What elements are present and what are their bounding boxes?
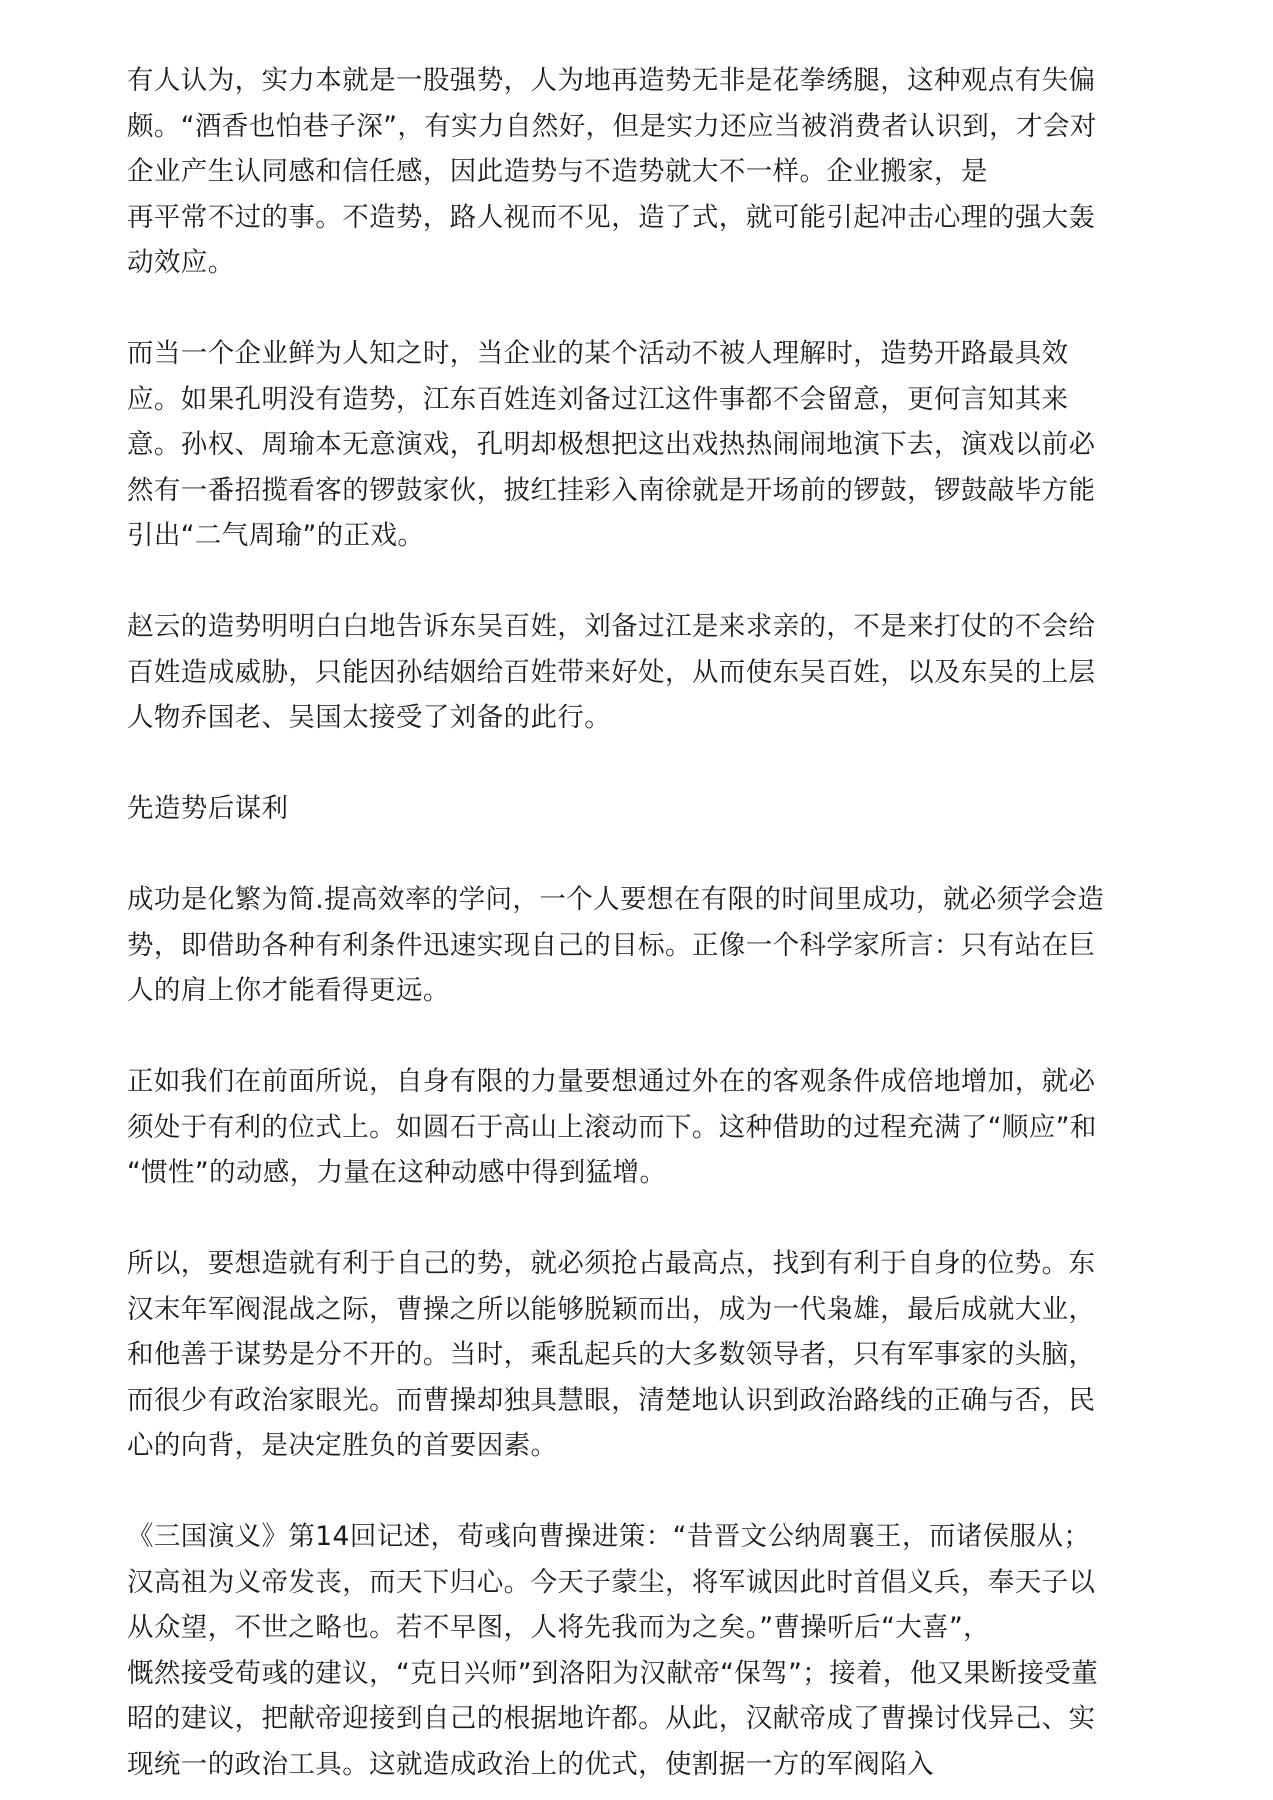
text-line: 现统一的政治工具。这就造成政治上的优式，使割据一方的军阀陷入 bbox=[127, 1748, 934, 1780]
text-line: 昭的建议，把献帝迎接到自己的根据地许都。从此，汉献帝成了曹操讨伐异己、实 bbox=[127, 1703, 1096, 1734]
paragraph bbox=[127, 1059, 1173, 1196]
paragraph bbox=[127, 1514, 1173, 1787]
text-line: 从众望，不世之略也。若不早图，人将先我而为之矣。”曹操听后“大喜”， bbox=[127, 1612, 991, 1643]
text-line: 成功是化繁为简.提高效率的学问，一个人要想在有限的时间里成功，就必须学会造 bbox=[127, 884, 1105, 915]
section-heading bbox=[127, 786, 1173, 832]
text-line: 须处于有利的位式上。如圆石于高山上滚动而下。这种借助的过程充满了“顺应”和 bbox=[127, 1111, 1097, 1143]
text-line: 颇。“酒香也怕巷子深”，有实力自然好，但是实力还应当被消费者认识到，才会对 bbox=[127, 110, 1097, 142]
text-line: 有人认为，实力本就是一股强势，人为地再造势无非是花拳绣腿，这种观点有失偏 bbox=[127, 65, 1096, 96]
text-line: 而很少有政治家眼光。而曹操却独具慧眼，清楚地认识到政治路线的正确与否，民 bbox=[127, 1384, 1096, 1416]
text-line: 所以，要想造就有利于自己的势，就必须抢占最高点，找到有利于自身的位势。东 bbox=[127, 1248, 1096, 1279]
text-line: 引出“二气周瑜”的正戏。 bbox=[127, 520, 425, 551]
text-line: 心的向背，是决定胜负的首要因素。 bbox=[127, 1430, 558, 1461]
paragraph bbox=[127, 877, 1173, 1014]
text-line: 赵云的造势明明白白地告诉东吴百姓，刘备过江是来求亲的，不是来打仗的不会给 bbox=[127, 611, 1096, 642]
text-line: 应。如果孔明没有造势，江东百姓连刘备过江这件事都不会留意，更何言知其来 bbox=[127, 383, 1069, 415]
text-line: 势，即借助各种有利条件迅速实现自己的目标。正像一个科学家所言：只有站在巨 bbox=[127, 929, 1096, 961]
paragraph bbox=[127, 58, 1173, 286]
paragraph bbox=[127, 331, 1173, 559]
text-line: 而当一个企业鲜为人知之时，当企业的某个活动不被人理解时，造势开路最具效 bbox=[127, 338, 1069, 369]
text-line: 正如我们在前面所说，自身有限的力量要想通过外在的客观条件成倍地增加，就必 bbox=[127, 1066, 1096, 1097]
text-line: 然有一番招揽看客的锣鼓家伙，披红挂彩入南徐就是开场前的锣鼓，锣鼓敲毕方能 bbox=[127, 474, 1096, 506]
text-line: 汉末年军阀混战之际，曹操之所以能够脱颖而出，成为一代枭雄，最后成就大业， bbox=[127, 1293, 1096, 1325]
paragraph bbox=[127, 604, 1173, 741]
heading-text: 先造势后谋利 bbox=[127, 793, 289, 824]
text-line: 百姓造成威胁，只能因孙结姻给百姓带来好处，从而使东吴百姓，以及东吴的上层 bbox=[127, 656, 1096, 688]
text-line: 《三国演义》第14回记述，荀彧向曹操进策：“昔晋文公纳周襄王，而诸侯服从； bbox=[127, 1521, 1091, 1552]
paragraph bbox=[127, 1241, 1173, 1469]
text-line: 汉高祖为义帝发丧，而天下归心。今天子蒙尘，将军诚因此时首倡义兵，奉天子以 bbox=[127, 1566, 1096, 1598]
text-line: 慨然接受荀彧的建议，“克日兴师”到洛阳为汉献帝“保驾”；接着，他又果断接受董 bbox=[127, 1657, 1099, 1689]
text-line: 和他善于谋势是分不开的。当时，乘乱起兵的大多数领导者，只有军事家的头脑， bbox=[127, 1339, 1096, 1370]
text-line: 企业产生认同感和信任感，因此造势与不造势就大不一样。企业搬家，是 bbox=[127, 156, 988, 187]
text-line: 意。孙权、周瑜本无意演戏，孔明却极想把这出戏热热闹闹地演下去，演戏以前必 bbox=[127, 429, 1096, 460]
text-line: 人的肩上你才能看得更远。 bbox=[127, 975, 450, 1006]
text-line: 再平常不过的事。不造势，路人视而不见，造了式，就可能引起冲击心理的强大轰 bbox=[127, 201, 1096, 233]
text-line: “惯性”的动感，力量在这种动感中得到猛增。 bbox=[127, 1157, 667, 1188]
text-line: 动效应。 bbox=[127, 247, 235, 278]
text-line: 人物乔国老、吴国太接受了刘备的此行。 bbox=[127, 702, 612, 733]
